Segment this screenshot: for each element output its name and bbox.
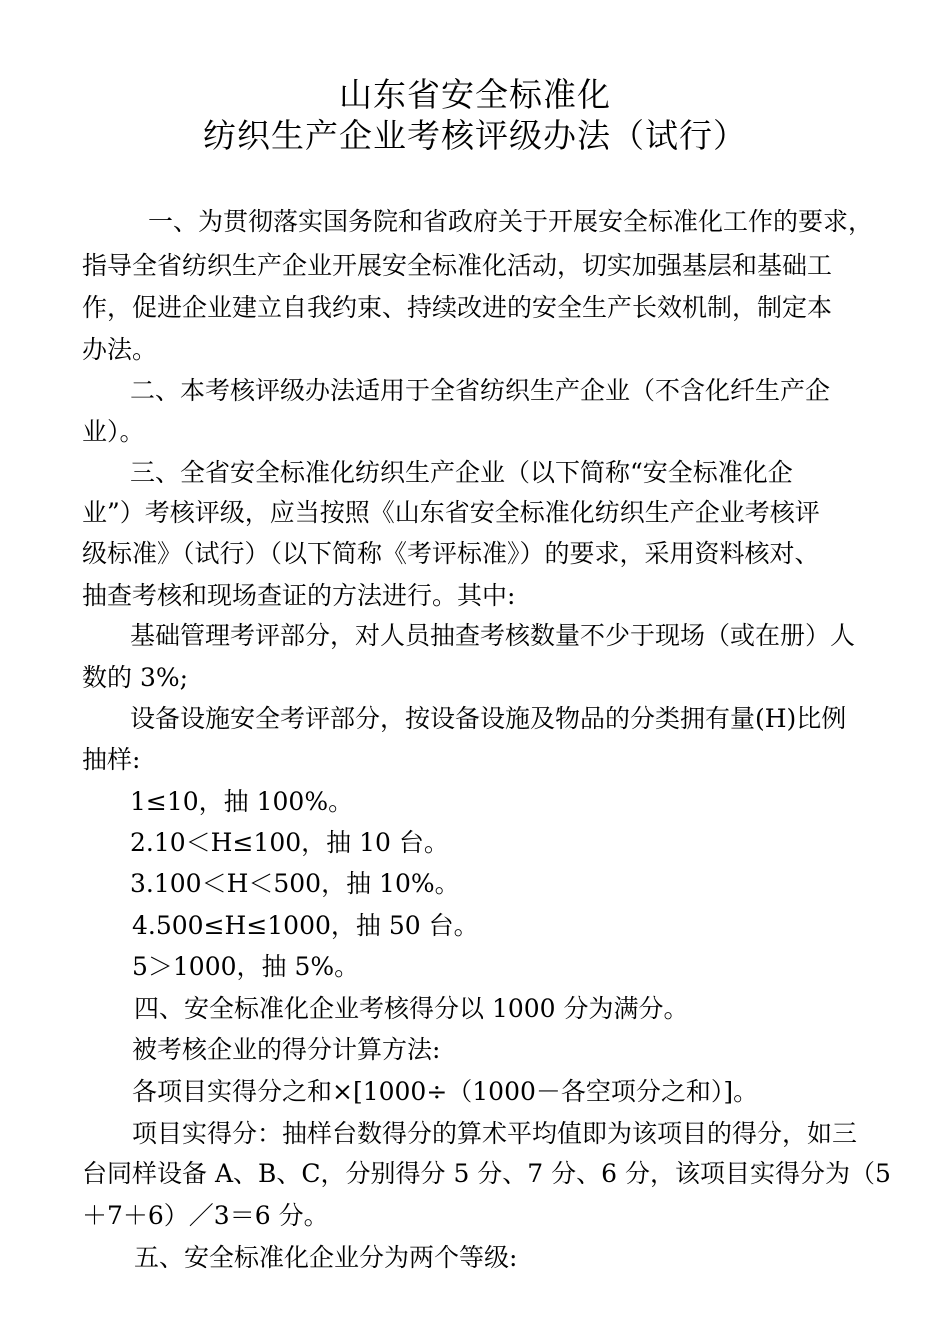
paragraph-5-line-2: 抽样:	[82, 745, 141, 774]
score-formula: 各项目实得分之和×[1000÷（1000－各空项分之和）]。	[132, 1077, 759, 1106]
sampling-rule-3: 3.100＜H＜500，抽 10%。	[130, 869, 460, 898]
paragraph-1-line-3: 作，促进企业建立自我约束、持续改进的安全生产长效机制，制定本	[82, 293, 833, 322]
paragraph-5-line-1: 设备设施安全考评部分，按设备设施及物品的分类拥有量(H)比例	[130, 704, 847, 733]
paragraph-3-line-4: 抽查考核和现场查证的方法进行。其中:	[82, 581, 516, 610]
paragraph-1-line-4: 办法。	[82, 335, 158, 364]
sampling-rule-2: 2.10＜H≤100，抽 10 台。	[130, 828, 449, 857]
paragraph-4-line-1: 基础管理考评部分，对人员抽查考核数量不少于现场（或在册）人	[130, 621, 856, 650]
paragraph-9-line-1: 五、安全标准化企业分为两个等级:	[134, 1243, 518, 1272]
paragraph-2-line-2: 业）。	[82, 417, 145, 446]
paragraph-8-line-3: ＋7＋6）／3＝6 分。	[82, 1201, 329, 1230]
paragraph-8-line-2: 台同样设备 A、B、C，分别得分 5 分、7 分、6 分，该项目实得分为（5	[82, 1159, 891, 1188]
paragraph-4-line-2: 数的 3%;	[82, 663, 189, 692]
sampling-rule-1: 1≤10，抽 100%。	[130, 787, 354, 816]
paragraph-7-line-1: 被考核企业的得分计算方法:	[132, 1035, 441, 1064]
sampling-rule-4: 4.500≤H≤1000，抽 50 台。	[132, 911, 479, 940]
document-title-line-2: 纺织生产企业考核评级办法（试行）	[203, 116, 747, 155]
paragraph-3-line-3: 级标准》（试行）（以下简称《考评标准》）的要求，采用资料核对、	[82, 539, 820, 568]
paragraph-1-line-1: 一、为贯彻落实国务院和省政府关于开展安全标准化工作的要求，	[148, 207, 874, 236]
document-title-line-1: 山东省安全标准化	[339, 75, 611, 114]
sampling-rule-5: 5＞1000，抽 5%。	[132, 952, 360, 981]
paragraph-2-line-1: 二、本考核评级办法适用于全省纺织生产企业（不含化纤生产企	[130, 376, 831, 405]
paragraph-3-line-1: 三、全省安全标准化纺织生产企业（以下简称“安全标准化企	[130, 458, 793, 487]
paragraph-1-line-2: 指导全省纺织生产企业开展安全标准化活动，切实加强基层和基础工	[82, 251, 833, 280]
paragraph-3-line-2: 业”）考核评级，应当按照《山东省安全标准化纺织生产企业考核评	[82, 498, 820, 527]
paragraph-6-line-1: 四、安全标准化企业考核得分以 1000 分为满分。	[134, 994, 689, 1023]
paragraph-8-line-1: 项目实得分：抽样台数得分的算术平均值即为该项目的得分，如三	[132, 1119, 858, 1148]
